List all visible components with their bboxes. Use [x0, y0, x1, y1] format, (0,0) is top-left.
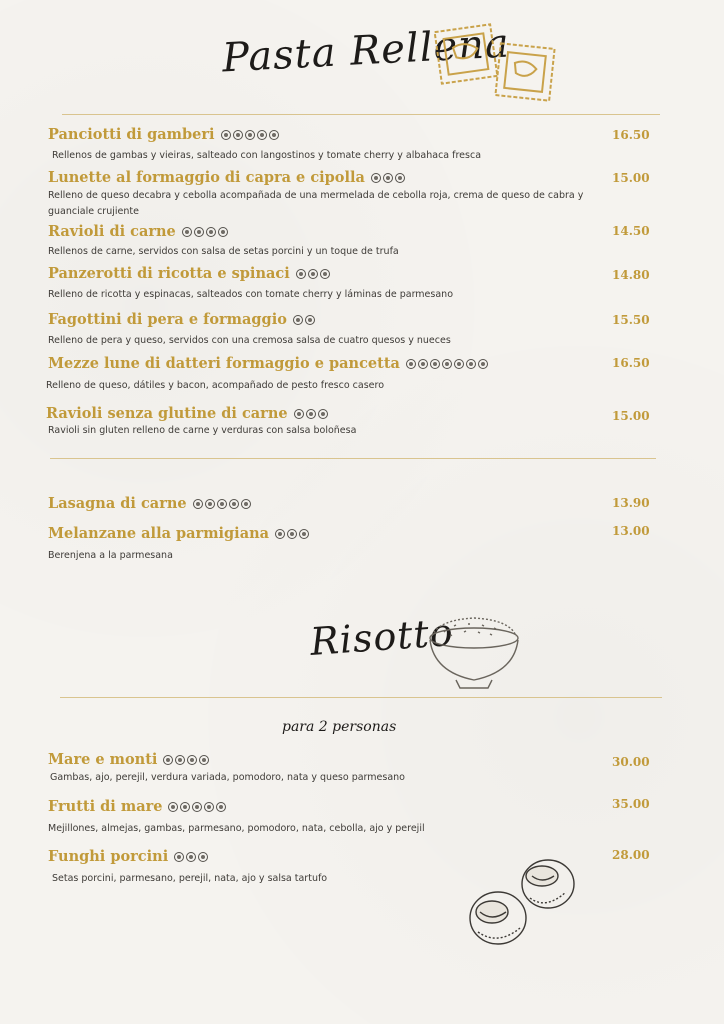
allergen-icon [205, 499, 215, 509]
dish-price: 13.00 [612, 524, 650, 538]
dish-price: 14.50 [612, 224, 650, 238]
allergen-icons [293, 315, 315, 325]
dish-description: Berenjena a la parmesana [48, 550, 173, 561]
allergen-icon [229, 499, 239, 509]
pasta-divider-bottom [50, 458, 656, 459]
dish-price: 30.00 [612, 755, 650, 769]
dish-price: 28.00 [612, 848, 650, 862]
allergen-icon [198, 852, 208, 862]
dish-description: Gambas, ajo, perejil, verdura variada, pomodoro, nata y queso parmesano [50, 772, 405, 783]
dish-title: Frutti di mare [48, 798, 163, 815]
allergen-icon [245, 130, 255, 140]
dish-name [48, 525, 309, 543]
allergen-icon [218, 227, 228, 237]
dish-name [48, 495, 251, 513]
allergen-icons [193, 499, 251, 509]
allergen-icon [371, 173, 381, 183]
allergen-icons [182, 227, 228, 237]
dish-title: Lasagna di carne [48, 495, 187, 512]
allergen-icon [299, 529, 309, 539]
allergen-icons [296, 269, 330, 279]
dish-price: 16.50 [612, 128, 650, 142]
pasta-divider-top [62, 114, 660, 115]
allergen-icons [174, 852, 208, 862]
allergen-icon [192, 802, 202, 812]
allergen-icon [216, 802, 226, 812]
allergen-icons [371, 173, 405, 183]
allergen-icon [442, 359, 452, 369]
dish-name [48, 355, 488, 373]
allergen-icons [163, 755, 209, 765]
dish-title: Mezze lune di datteri formaggio e pancetta [48, 355, 400, 372]
allergen-icon [217, 499, 227, 509]
dish-description: Rellenos de gambas y vieiras, salteado con langostinos y tomate cherry y albahaca fresca [52, 150, 482, 161]
dish-price: 15.00 [612, 171, 650, 185]
dish-name [48, 848, 208, 866]
dish-name [48, 751, 209, 769]
allergen-icons [294, 409, 328, 419]
allergen-icon [383, 173, 393, 183]
allergen-icon [418, 359, 428, 369]
dish-name [48, 169, 405, 187]
allergen-icon [186, 852, 196, 862]
allergen-icon [406, 359, 416, 369]
allergen-icons [221, 130, 279, 140]
allergen-icon [269, 130, 279, 140]
allergen-icon [204, 802, 214, 812]
dish-price: 35.00 [612, 797, 650, 811]
allergen-icon [308, 269, 318, 279]
allergen-icon [275, 529, 285, 539]
allergen-icon [199, 755, 209, 765]
allergen-icon [395, 173, 405, 183]
allergen-icon [306, 409, 316, 419]
allergen-icon [168, 802, 178, 812]
allergen-icon [174, 852, 184, 862]
dish-title: Panzerotti di ricotta e spinaci [48, 265, 290, 282]
dish-name [48, 126, 279, 144]
allergen-icon [182, 227, 192, 237]
allergen-icon [187, 755, 197, 765]
allergen-icons [168, 802, 226, 812]
risotto-divider [60, 697, 662, 698]
allergen-icons [275, 529, 309, 539]
rice-bowl-illustration [424, 612, 524, 692]
risotto-subtitle: para 2 personas [282, 719, 397, 735]
allergen-icon [293, 315, 303, 325]
dish-price: 15.00 [612, 409, 650, 423]
dish-price: 16.50 [612, 356, 650, 370]
dish-name [48, 223, 228, 241]
mushroom-illustration [466, 854, 578, 950]
dish-description: Relleno de ricotta y espinacas, salteados con tomate cherry y láminas de parmesano [48, 289, 454, 300]
dish-description: Relleno de pera y queso, servidos con una cremosa salsa de cuatro quesos y nueces [48, 335, 451, 346]
allergen-icon [193, 499, 203, 509]
allergen-icon [454, 359, 464, 369]
dish-title: Panciotti di gamberi [48, 126, 215, 143]
allergen-icon [478, 359, 488, 369]
dish-title: Lunette al formaggio di capra e cipolla [48, 169, 365, 186]
dish-price: 15.50 [612, 313, 650, 327]
dish-description: Mejillones, almejas, gambas, parmesano, pomodoro, nata, cebolla, ajo y perejil [48, 823, 425, 834]
allergen-icon [430, 359, 440, 369]
dish-title: Funghi porcini [48, 848, 169, 865]
allergen-icon [206, 227, 216, 237]
allergen-icon [318, 409, 328, 419]
allergen-icons [406, 359, 488, 369]
risotto-section-title: Risotto [308, 610, 455, 664]
allergen-icon [221, 130, 231, 140]
dish-name [48, 311, 315, 329]
dish-title: Mare e monti [48, 751, 158, 768]
allergen-icon [163, 755, 173, 765]
allergen-icon [180, 802, 190, 812]
allergen-icon [294, 409, 304, 419]
dish-title: Fagottini di pera e formaggio [48, 311, 287, 328]
dish-description: Rellenos de carne, servidos con salsa de setas porcini y un toque de trufa [48, 246, 399, 257]
dish-description: Relleno de queso decabra y cebolla acompañada de una mermelada de cebolla roja, crema de queso de cabra y guanciale crujiente [48, 190, 584, 217]
allergen-icon [233, 130, 243, 140]
allergen-icon [175, 755, 185, 765]
allergen-icon [287, 529, 297, 539]
dish-description: Setas porcini, parmesano, perejil, nata, ajo y salsa tartufo [52, 873, 328, 884]
allergen-icon [296, 269, 306, 279]
dish-name [48, 265, 330, 283]
allergen-icon [320, 269, 330, 279]
dish-name [48, 798, 226, 816]
pasta-section-title: Pasta Rellena [220, 20, 511, 82]
dish-title: Ravioli senza glutine di carne [46, 405, 288, 422]
dish-title: Ravioli di carne [48, 223, 176, 240]
allergen-icon [241, 499, 251, 509]
dish-description: Relleno de queso, dátiles y bacon, acompañado de pesto fresco casero [46, 380, 385, 391]
allergen-icon [305, 315, 315, 325]
allergen-icon [466, 359, 476, 369]
dish-price: 13.90 [612, 496, 650, 510]
dish-price: 14.80 [612, 268, 650, 282]
dish-description: Ravioli sin gluten relleno de carne y verduras con salsa boloñesa [48, 425, 357, 436]
dish-title: Melanzane alla parmigiana [48, 525, 270, 542]
allergen-icon [194, 227, 204, 237]
allergen-icon [257, 130, 267, 140]
dish-name [46, 405, 328, 423]
ravioli-illustration [428, 14, 558, 106]
